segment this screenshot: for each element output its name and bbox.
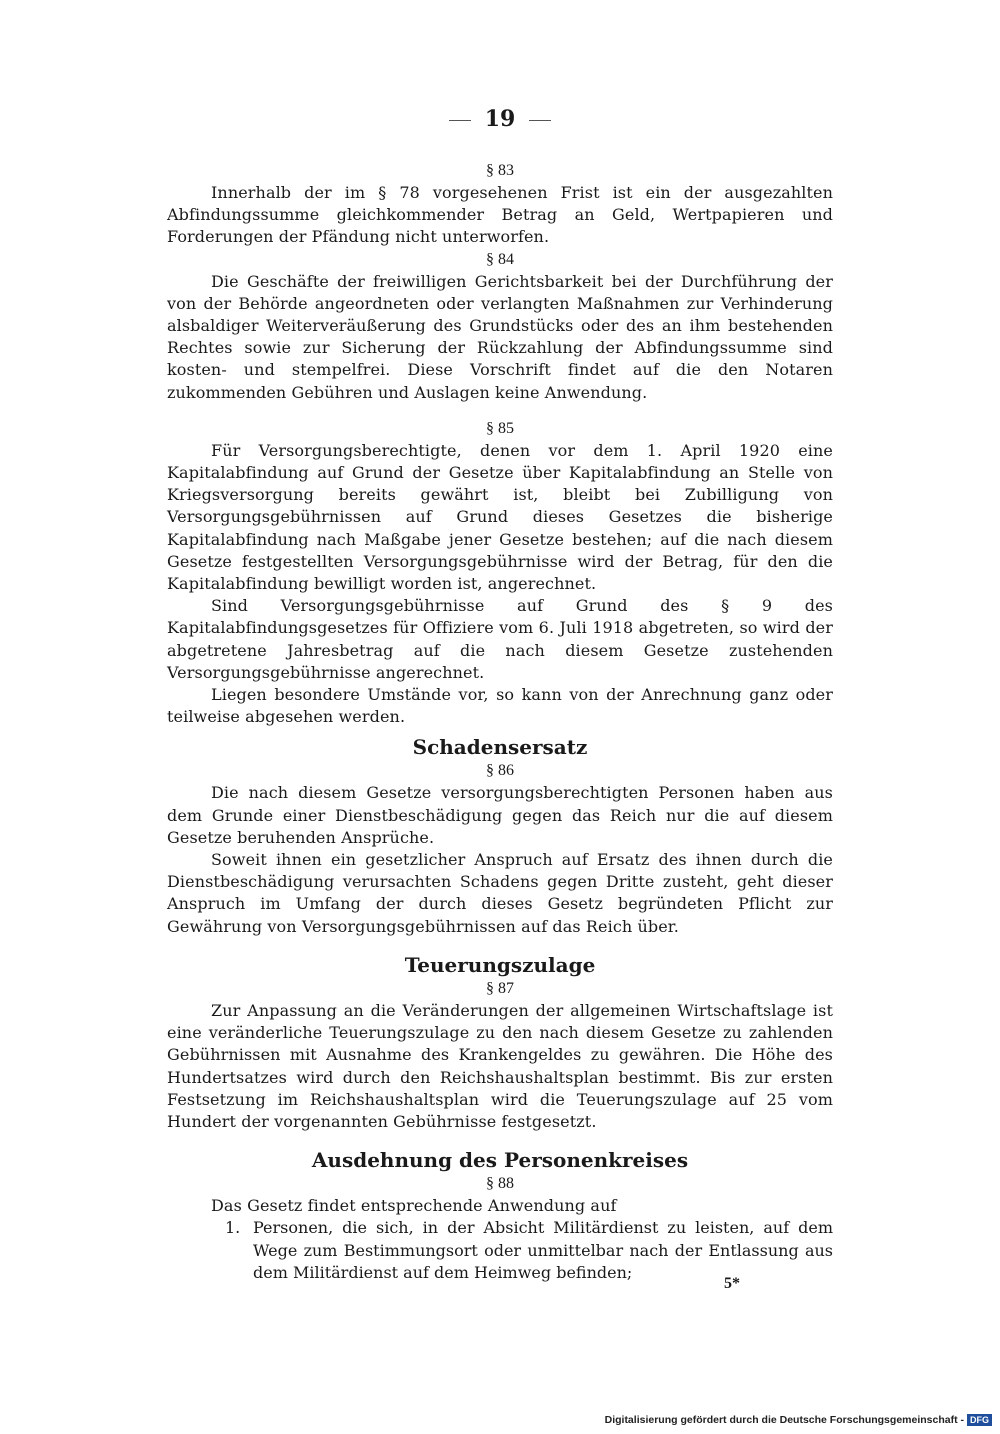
digitization-footer <box>605 1414 992 1426</box>
paragraph-85-1: Für Versorgungsberechtigte, denen vor dem 1. April 1920 eine Kapitalabfindung auf Grund der Gesetze über Kapitalabfindung an Stelle von Kriegsversorgung bereits gewährt ist, bleibt bei Zubilligung von Versorgungsgebührnissen auf Grund dieses Gesetzes die bisherige Kapitalabfindung nach Maßgabe jener Gesetze bestehen; auf die nach diesem Gesetze festgestellten Versorgungsgebührnisse wird der Betrag, für den die Kapitalabfindung bewilligt worden ist, angerechnet. <box>167 440 833 594</box>
section-label-88: § 88 <box>486 1175 514 1193</box>
list-item-text: Personen, die sich, in der Absicht Militärdienst zu leisten, auf dem Wege zum Bestimmungsort oder unmittelbar nach der Entlassung aus dem Militärdienst auf dem Heimweg befinden; <box>253 1218 833 1282</box>
list-item <box>167 1217 833 1284</box>
dfg-logo: DFG <box>967 1414 992 1426</box>
header-dash-left <box>449 120 471 121</box>
paragraph-87-1: Zur Anpassung an die Veränderungen der allgemeinen Wirtschaftslage ist eine veränderliche Teuerungszulage zu den nach diesem Gesetze zu zahlenden Gebührnissen mit Ausnahme des Krankengeldes zu gewähren. Die Höhe des Hundertsatzes wird durch den Reichshaushaltsplan bestimmt. Bis zur ersten Festsetzung im Reichshaushaltsplan wird die Teuerungszulage auf 25 vom Hundert der vorgenannten Gebührnisse festgesetzt. <box>167 1000 833 1131</box>
page-number: 19 <box>484 106 516 132</box>
header-dash-right <box>529 120 551 121</box>
paragraph-86-1: Die nach diesem Gesetze versorgungsberechtigten Personen haben aus dem Grunde einer Dienstbeschädigung gegen das Reich nur die auf diesem Gesetze beruhenden Ansprüche. <box>167 783 833 847</box>
heading-ausdehnung: Ausdehnung des Personenkreises <box>311 1148 689 1173</box>
section-label-85: § 85 <box>486 419 514 437</box>
footer-text: Digitalisierung gefördert durch die Deutsche Forschungsgemeinschaft - <box>604 1414 964 1426</box>
paragraph-83-1: Innerhalb der im § 78 vorgesehenen Frist ist ein der ausgezahlten Abfindungssumme gleichkommender Betrag an Geld, Wertpapieren und Forderungen der Pfändung nicht unterworfen. <box>167 183 833 247</box>
paragraph-86-2: Soweit ihnen ein gesetzlicher Anspruch auf Ersatz des ihnen durch die Dienstbeschädigung verursachten Schadens gegen Dritte zusteht, geht dieser Anspruch im Umfang der durch dieses Gesetz begründeten Pflicht zur Gewährung von Versorgungsgebührnissen auf das Reich über. <box>167 850 833 936</box>
paragraph-85-2: Sind Versorgungsgebührnisse auf Grund des § 9 des Kapitalabfindungsgesetzes für Offiziere vom 6. Juli 1918 abgetreten, so wird der abgetretene Jahresbetrag auf die nach diesem Gesetze zustehenden Versorgungsgebührnisse angerechnet. <box>167 596 833 682</box>
page-header <box>0 106 1000 132</box>
signature-mark: 5* <box>724 1275 740 1292</box>
paragraph-84-1: Die Geschäfte der freiwilligen Gerichtsbarkeit bei der Durchführung der von der Behörde angeordneten oder verlangten Maßnahmen zur Verhinderung alsbaldiger Weiterveräußerung des Grundstücks oder des an ihm bestehenden Rechtes sowie zur Sicherung der Rückzahlung der Abfindungssumme sind kosten- und stempelfrei. Diese Vorschrift findet auf die den Notaren zukommenden Gebühren und Auslagen keine Anwendung. <box>167 271 833 402</box>
section-label-87: § 87 <box>486 979 514 997</box>
heading-schadensersatz: Schadensersatz <box>412 735 588 760</box>
section-label-83: § 83 <box>486 162 514 179</box>
heading-teuerungszulage: Teuerungszulage <box>404 952 596 977</box>
list-item-number: 1. <box>225 1218 241 1238</box>
paragraph-85-3: Liegen besondere Umstände vor, so kann von der Anrechnung ganz oder teilweise abgesehen werden. <box>167 685 833 727</box>
text-column <box>167 160 833 1284</box>
paragraph-88-1: Das Gesetz findet entsprechende Anwendung auf <box>211 1196 617 1216</box>
section-label-84: § 84 <box>486 250 514 268</box>
section-label-86: § 86 <box>486 762 514 780</box>
